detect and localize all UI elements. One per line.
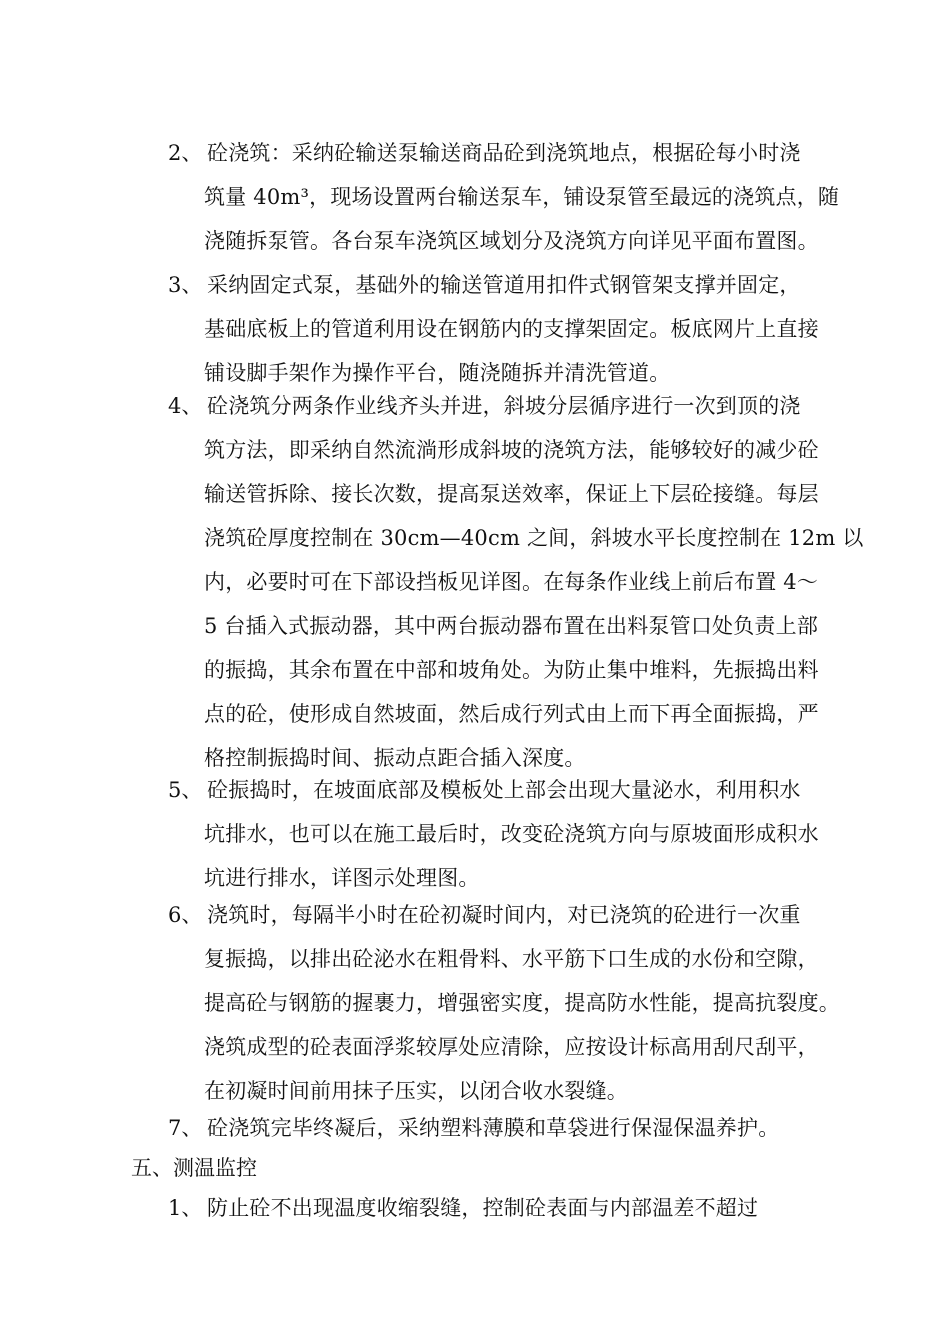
- item-text-line: 浇筑砼厚度控制在 30cm—40cm 之间，斜坡水平长度控制在 12m 以: [204, 526, 864, 550]
- item-number: 6、: [168, 903, 203, 927]
- item-number: 5、: [168, 778, 203, 802]
- item-text-line: 在初凝时间前用抹子压实，以闭合收水裂缝。: [204, 1079, 628, 1103]
- item-text-line: 砼浇筑分两条作业线齐头并进，斜坡分层循序进行一次到顶的浇: [207, 394, 801, 418]
- item-text-line: 砼浇筑完毕终凝后，采纳塑料薄膜和草袋进行保湿保温养护。: [207, 1116, 780, 1140]
- item-text-line: 采纳固定式泵，基础外的输送管道用扣件式钢管架支撑并固定，: [207, 273, 801, 297]
- item-text-line: 格控制振捣时间、振动点距合插入深度。: [204, 746, 586, 770]
- item-text-line: 坑排水，也可以在施工最后时，改变砼浇筑方向与原坡面形成积水: [204, 822, 819, 846]
- item-text-line: 复振捣，以排出砼泌水在粗骨料、水平筋下口生成的水份和空隙，: [204, 947, 819, 971]
- item-text-line: 筑量 40m³，现场设置两台输送泵车，铺设泵管至最远的浇筑点，随: [204, 185, 840, 209]
- item-text-line: 内，必要时可在下部设挡板见详图。在每条作业线上前后布置 4～: [204, 570, 819, 594]
- item-number: 3、: [168, 273, 203, 297]
- item-text-line: 砼振捣时，在坡面底部及模板处上部会出现大量泌水，利用积水: [207, 778, 801, 802]
- item-text-line: 浇筑成型的砼表面浮浆较厚处应清除，应按设计标高用刮尺刮平，: [204, 1035, 819, 1059]
- item-text-line: 坑进行排水，详图示处理图。: [204, 866, 480, 890]
- item-text-line: 提高砼与钢筋的握裹力，增强密实度，提高防水性能，提高抗裂度。: [204, 991, 840, 1015]
- item-text-line: 筑方法，即采纳自然流淌形成斜坡的浇筑方法，能够较好的减少砼: [204, 438, 819, 462]
- item-number: 1、: [168, 1196, 203, 1220]
- item-number: 2、: [168, 141, 203, 165]
- item-text-line: 砼浇筑：采纳砼输送泵输送商品砼到浇筑地点，根据砼每小时浇: [207, 141, 801, 165]
- item-text-line: 浇随拆泵管。各台泵车浇筑区域划分及浇筑方向详见平面布置图。: [204, 229, 819, 253]
- item-number: 4、: [168, 394, 203, 418]
- item-text-line: 防止砼不出现温度收缩裂缝，控制砼表面与内部温差不超过: [207, 1196, 759, 1220]
- item-text-line: 浇筑时，每隔半小时在砼初凝时间内，对已浇筑的砼进行一次重: [207, 903, 801, 927]
- item-text-line: 点的砼，使形成自然坡面，然后成行列式由上而下再全面振捣，严: [204, 702, 819, 726]
- item-text-line: 的振捣，其余布置在中部和坡角处。为防止集中堆料，先振捣出料: [204, 658, 819, 682]
- item-text-line: 5 台插入式振动器，其中两台振动器布置在出料泵管口处负责上部: [204, 614, 819, 638]
- item-text-line: 基础底板上的管道利用设在钢筋内的支撑架固定。板底网片上直接: [204, 317, 819, 341]
- item-number: 7、: [168, 1116, 203, 1140]
- section-heading: 五、测温监控: [131, 1156, 257, 1180]
- item-text-line: 铺设脚手架作为操作平台，随浇随拆并清洗管道。: [204, 361, 671, 385]
- item-text-line: 输送管拆除、接长次数，提高泵送效率，保证上下层砼接缝。每层: [204, 482, 819, 506]
